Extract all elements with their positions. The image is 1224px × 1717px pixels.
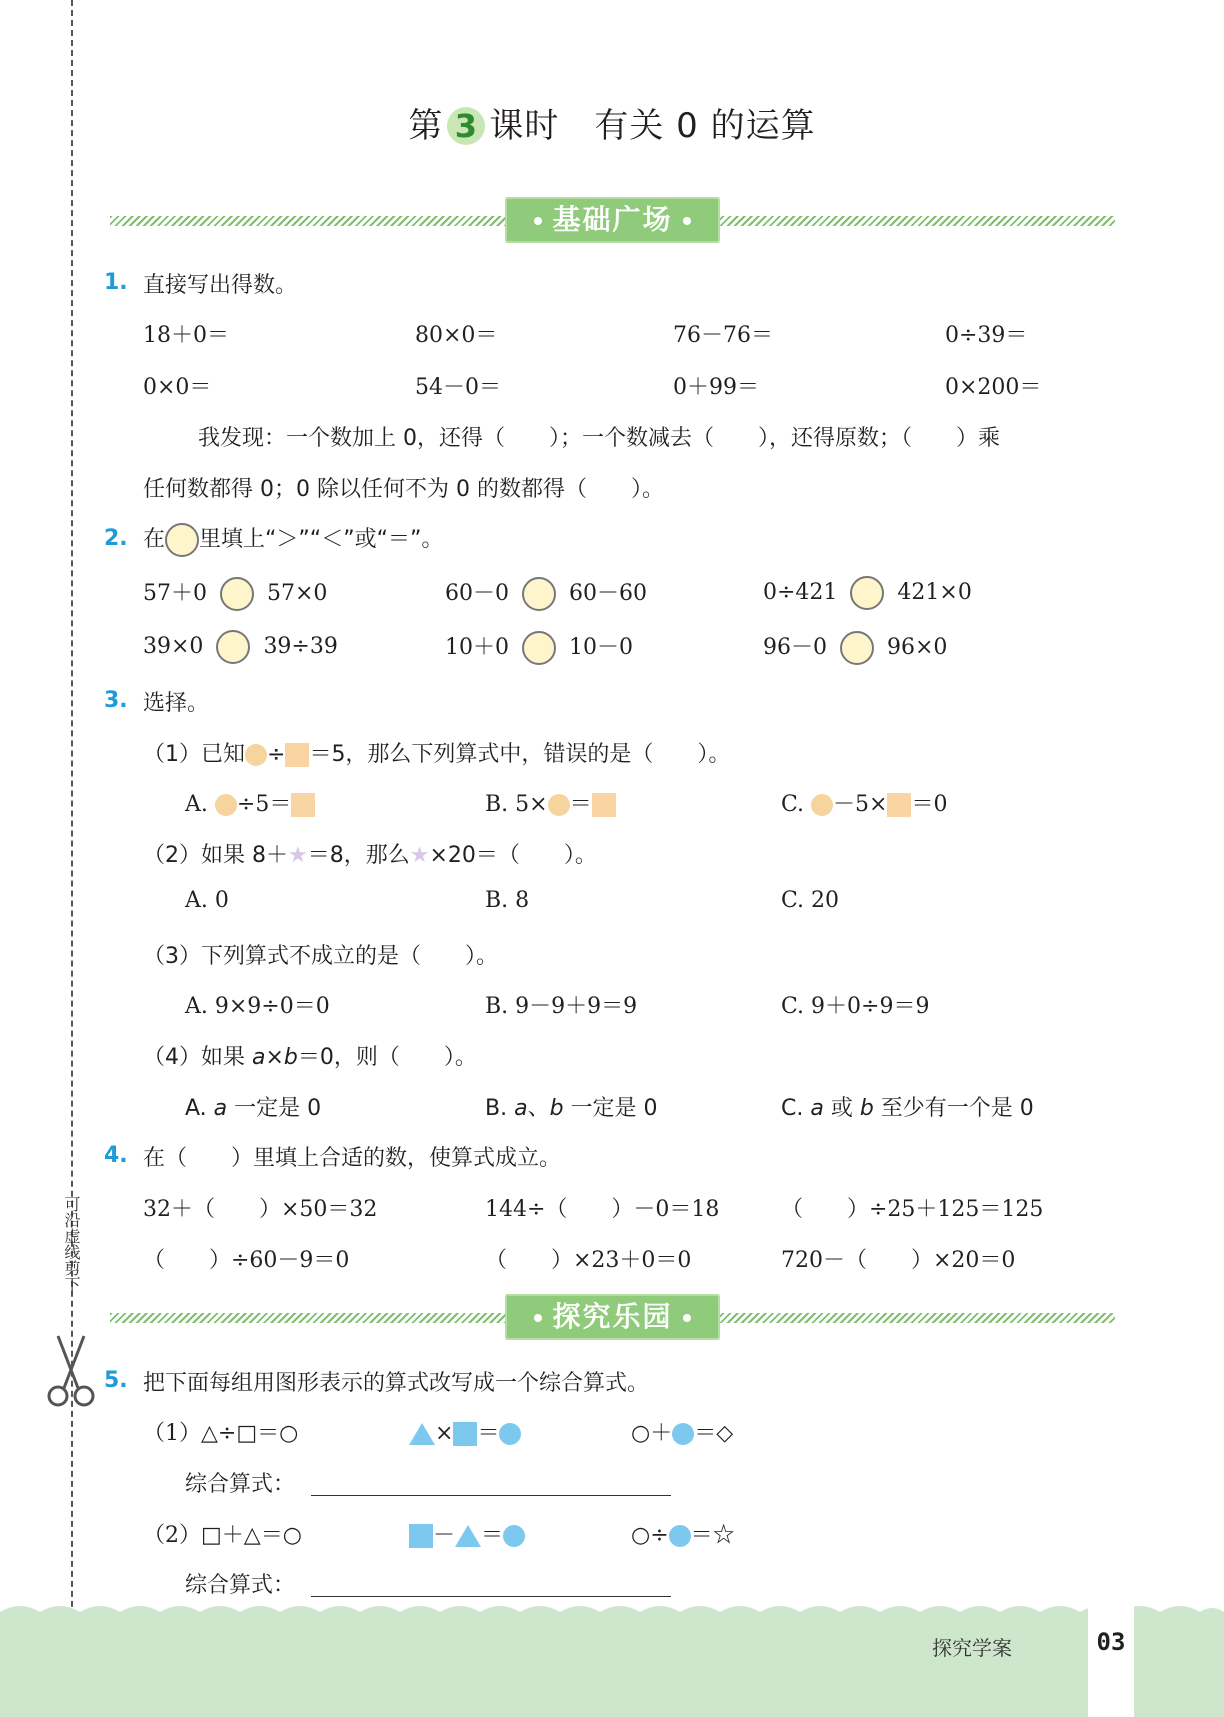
- discovery-text: 任何数都得 0；0 除以任何不为 0 的数都得（ ）。: [143, 477, 664, 502]
- blue-circle-icon: [499, 1423, 521, 1445]
- option-a: A. 9×9÷0＝0: [185, 994, 330, 1019]
- star-icon: ★: [409, 843, 430, 868]
- variable: a: [213, 1096, 228, 1121]
- calc-item: 0×0＝: [143, 375, 212, 400]
- section-stripe-right: [715, 1313, 1115, 1323]
- compare-left: 10＋0: [445, 635, 509, 660]
- compare-right: 60－60: [569, 581, 647, 606]
- section-title-basic: 基础广场: [552, 203, 673, 236]
- option-c: C. 9＋0÷9＝9: [781, 994, 930, 1019]
- blue-square-icon: [453, 1422, 477, 1446]
- compare-circle-icon[interactable]: [850, 576, 884, 610]
- sub-question: [143, 838, 597, 869]
- compare-circle-icon[interactable]: [220, 577, 254, 611]
- text-part: （2）如果 8＋: [143, 843, 288, 868]
- text-part: B. 5×: [485, 792, 548, 817]
- text-part: A.: [185, 1096, 214, 1121]
- calc-item: 76－76＝: [673, 323, 773, 348]
- option-b: [485, 1091, 658, 1122]
- text-part: －5×: [833, 792, 888, 817]
- compare-right: 39÷39: [263, 634, 338, 659]
- prompt-part: 里填上“＞”“＜”或“＝”。: [199, 527, 444, 552]
- option-a: A. 0: [185, 888, 229, 913]
- text-part: ＝5，那么下列算式中，错误的是（ ）。: [309, 742, 731, 767]
- scissors-icon: [44, 1334, 98, 1410]
- text-part: 一定是 0: [227, 1096, 322, 1121]
- page-title: [0, 98, 1224, 147]
- text-part: 一定是 0: [563, 1096, 658, 1121]
- orange-circle-icon: [811, 794, 833, 816]
- banner-dot: [683, 1314, 691, 1322]
- question-number: 4.: [104, 1143, 128, 1168]
- discovery-text: 我发现：一个数加上 0，还得（ ）；一个数减去（ ），还得原数；（ ）乘: [198, 426, 1000, 451]
- blue-square-icon: [409, 1524, 433, 1548]
- prompt-part: 在: [143, 527, 166, 552]
- variable: b: [549, 1096, 564, 1121]
- star-icon: ★: [288, 843, 308, 868]
- text-part: ＝: [477, 1421, 500, 1446]
- section-banner-explore: [505, 1294, 720, 1340]
- text-part: ＝0: [911, 792, 948, 817]
- section-stripe-right: [715, 216, 1115, 226]
- orange-circle-icon: [215, 794, 237, 816]
- text-part: （4）如果: [143, 1045, 252, 1070]
- text-part: ○＋: [631, 1421, 673, 1446]
- section-banner-basic: [505, 197, 720, 243]
- question-prompt: 把下面每组用图形表示的算式改写成一个综合算式。: [143, 1371, 650, 1396]
- option-a: [185, 1091, 321, 1122]
- blue-triangle-icon: [409, 1423, 435, 1445]
- text-part: ×20＝（ ）。: [429, 843, 597, 868]
- variable: b: [283, 1045, 298, 1070]
- question-prompt: [143, 522, 443, 557]
- option-a: [185, 787, 315, 818]
- option-c: [781, 1091, 1034, 1122]
- orange-square-icon: [285, 743, 309, 767]
- answer-line[interactable]: [311, 1495, 671, 1496]
- title-prefix: 第: [408, 106, 444, 146]
- calc-item: 0＋99＝: [673, 375, 759, 400]
- blue-circle-icon: [503, 1525, 525, 1547]
- answer-line[interactable]: [311, 1596, 671, 1597]
- calc-item: 0÷39＝: [945, 323, 1028, 348]
- compare-item: [763, 576, 972, 610]
- shape-equation: [409, 1416, 521, 1447]
- shape-equation: [631, 1416, 733, 1447]
- text-part: C.: [781, 792, 805, 817]
- compare-item: [763, 630, 947, 665]
- fill-item: （ ）×23＋0＝0: [485, 1248, 692, 1273]
- cut-hint: 可沿虚线剪下: [62, 1196, 81, 1292]
- variable: a: [252, 1045, 266, 1070]
- option-b: B. 8: [485, 888, 530, 913]
- fill-item: 32＋（ ）×50＝32: [143, 1197, 378, 1222]
- compare-item: [445, 576, 647, 611]
- shape-equation: [631, 1518, 735, 1549]
- compare-left: 57＋0: [143, 581, 207, 606]
- text-part: ×: [265, 1045, 284, 1070]
- banner-dot: [683, 217, 691, 225]
- text-part: ＝0，则（ ）。: [297, 1045, 477, 1070]
- text-part: （1）: [143, 1421, 201, 1446]
- question-number: 2.: [104, 526, 128, 551]
- text-part: A.: [185, 792, 208, 817]
- compare-item: [143, 630, 338, 664]
- text-part: －: [433, 1523, 456, 1548]
- variable: b: [859, 1096, 874, 1121]
- calc-item: 54－0＝: [415, 375, 501, 400]
- text-part: ＝: [481, 1523, 504, 1548]
- compare-left: 96－0: [763, 635, 827, 660]
- shape-equation: [143, 1416, 298, 1447]
- calc-item: 80×0＝: [415, 323, 498, 348]
- orange-circle-icon: [245, 744, 267, 766]
- compare-circle-icon: [165, 523, 199, 557]
- orange-square-icon: [887, 793, 911, 817]
- text-part: 、: [527, 1096, 550, 1121]
- question-number: 3.: [104, 688, 128, 713]
- compare-right: 57×0: [267, 581, 328, 606]
- compare-right: 96×0: [887, 635, 948, 660]
- sub-question: [143, 737, 730, 768]
- variable: a: [810, 1096, 824, 1121]
- question-number: 1.: [104, 270, 128, 295]
- orange-square-icon: [291, 793, 315, 817]
- compare-item: [143, 576, 327, 611]
- text-part: ＝◇: [694, 1421, 734, 1446]
- text-part: ×: [435, 1421, 454, 1446]
- option-b: B. 9－9＋9＝9: [485, 994, 638, 1019]
- compare-right: 421×0: [897, 580, 972, 605]
- text-part: ＝☆: [690, 1523, 735, 1548]
- blue-circle-icon: [669, 1525, 691, 1547]
- orange-square-icon: [592, 793, 616, 817]
- footer-band: [0, 1612, 1224, 1717]
- question-prompt: 在（ ）里填上合适的数，使算式成立。: [143, 1146, 562, 1171]
- banner-dot: [534, 1314, 542, 1322]
- answer-label: 综合算式：: [185, 1573, 296, 1598]
- calc-item: 18＋0＝: [143, 323, 229, 348]
- text-part: 至少有一个是 0: [873, 1096, 1034, 1121]
- option-b: [485, 787, 616, 818]
- text-part: B.: [485, 1096, 515, 1121]
- compare-circle-icon[interactable]: [522, 577, 556, 611]
- section-title-explore: 探究乐园: [552, 1300, 673, 1333]
- question-prompt: 直接写出得数。: [143, 273, 298, 298]
- blue-triangle-icon: [455, 1525, 481, 1547]
- calc-item: 0×200＝: [945, 375, 1042, 400]
- page-number: 03: [1096, 1628, 1126, 1656]
- compare-circle-icon[interactable]: [522, 631, 556, 665]
- sub-question: （3）下列算式不成立的是（ ）。: [143, 944, 498, 969]
- text-part: （2）: [143, 1523, 201, 1548]
- fill-item: 720－（ ）×20＝0: [781, 1248, 1016, 1273]
- fill-item: （ ）÷25＋125＝125: [781, 1197, 1044, 1222]
- orange-circle-icon: [548, 794, 570, 816]
- compare-left: 39×0: [143, 634, 204, 659]
- shape-equation: [143, 1518, 302, 1549]
- question-prompt: 选择。: [143, 691, 210, 716]
- text-part: （1）已知: [143, 742, 245, 767]
- blue-circle-icon: [672, 1423, 694, 1445]
- lesson-number-badge: 3: [447, 107, 485, 145]
- text-part: □＋△＝○: [201, 1523, 302, 1548]
- compare-circle-icon[interactable]: [216, 630, 250, 664]
- fill-item: 144÷（ ）－0＝18: [485, 1197, 720, 1222]
- text-part: ○÷: [631, 1523, 669, 1548]
- variable: a: [514, 1096, 528, 1121]
- compare-circle-icon[interactable]: [840, 631, 874, 665]
- option-c: [781, 787, 947, 818]
- cut-dashed-line: [71, 0, 73, 1717]
- compare-left: 0÷421: [763, 580, 838, 605]
- shape-equation: [409, 1518, 525, 1549]
- compare-right: 10－0: [569, 635, 633, 660]
- text-part: 或: [823, 1096, 860, 1121]
- text-part: ÷5＝: [236, 792, 292, 817]
- section-stripe-left: [110, 216, 510, 226]
- text-part: ÷: [267, 742, 286, 767]
- text-part: △÷□＝○: [201, 1421, 299, 1446]
- text-part: ＝: [569, 792, 592, 817]
- footer-label: 探究学案: [932, 1636, 1012, 1660]
- page-number-box: [1088, 1605, 1134, 1717]
- banner-dot: [534, 217, 542, 225]
- text-part: ＝8，那么: [307, 843, 410, 868]
- fill-item: （ ）÷60－9＝0: [143, 1248, 350, 1273]
- question-number: 5.: [104, 1368, 128, 1393]
- compare-item: [445, 630, 633, 665]
- text-part: C.: [781, 1096, 811, 1121]
- answer-label: 综合算式：: [185, 1472, 296, 1497]
- option-c: C. 20: [781, 888, 840, 913]
- sub-question: [143, 1040, 477, 1071]
- section-stripe-left: [110, 1313, 510, 1323]
- title-suffix: 课时 有关 0 的运算: [489, 106, 816, 146]
- compare-left: 60－0: [445, 581, 509, 606]
